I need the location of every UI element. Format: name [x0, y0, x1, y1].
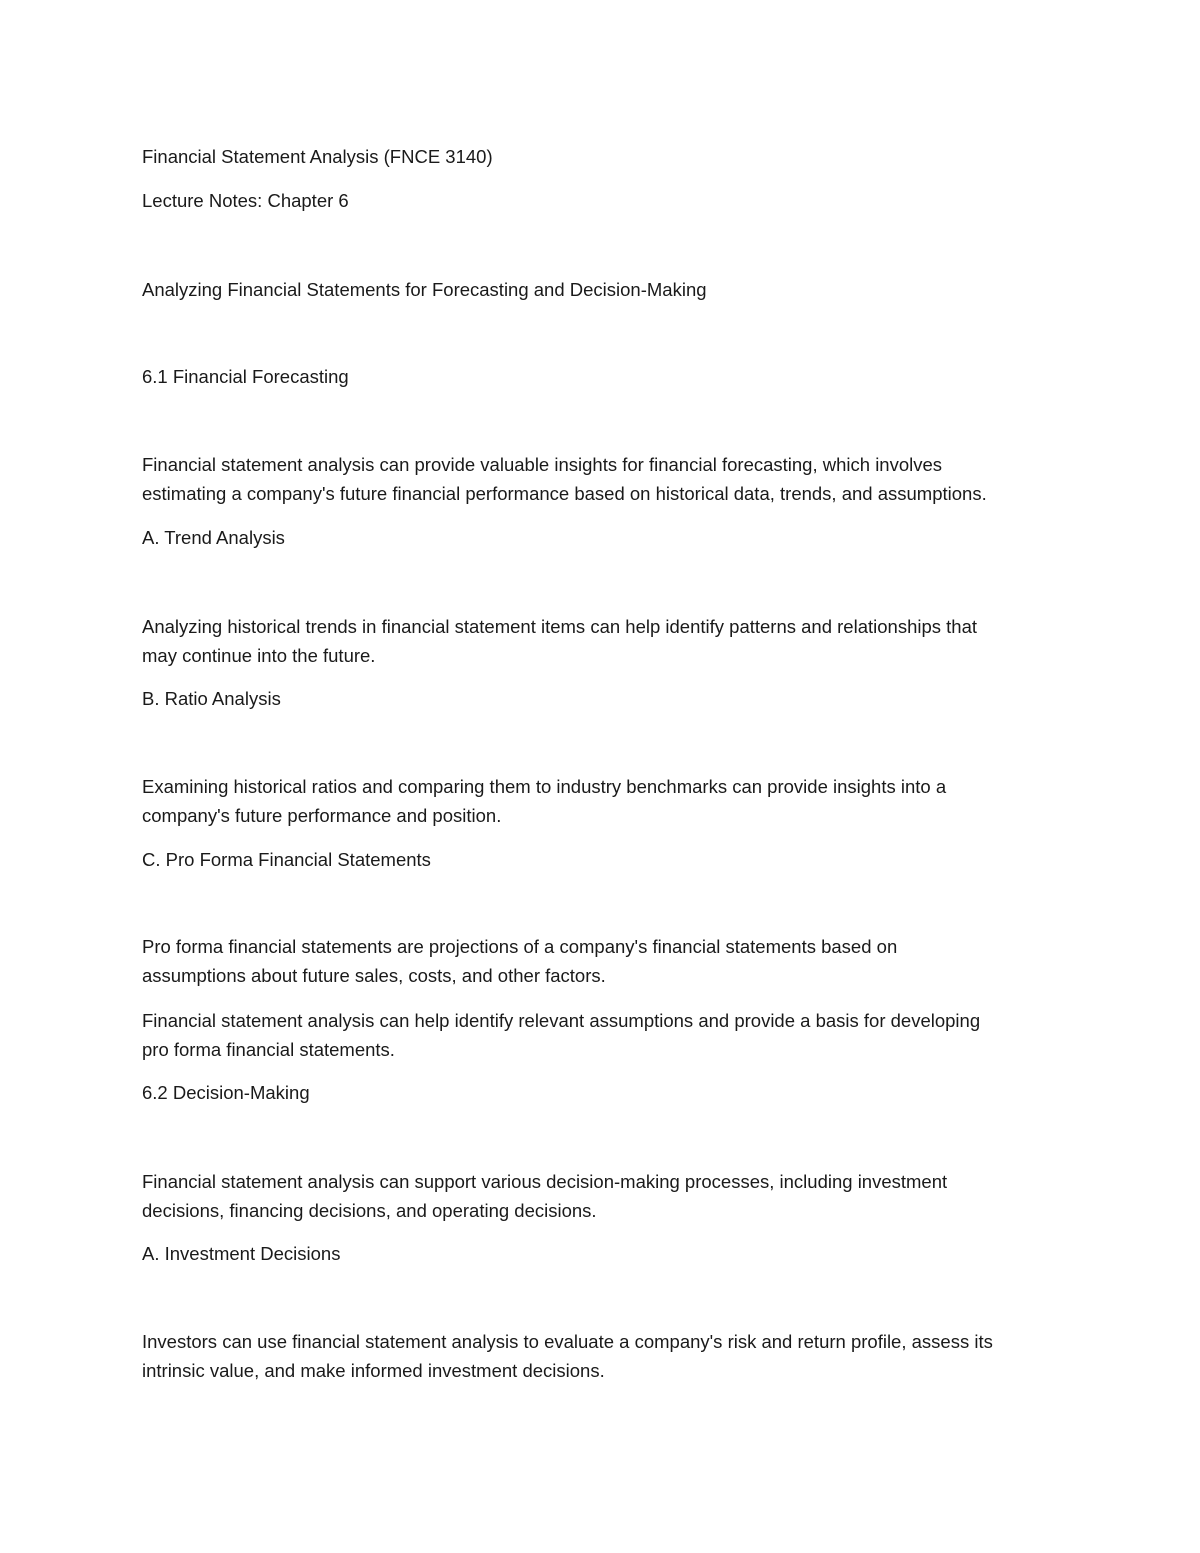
- paragraph-line: pro forma financial statements.: [142, 1039, 395, 1060]
- paragraph-line: decisions, financing decisions, and operating decisions.: [142, 1200, 597, 1221]
- paragraph-line: intrinsic value, and make informed investment decisions.: [142, 1360, 605, 1381]
- paragraph-line: estimating a company's future financial performance based on historical data, trends, and assumptions.: [142, 483, 987, 504]
- section-heading-6-1: 6.1 Financial Forecasting: [142, 366, 349, 387]
- chapter-title: Analyzing Financial Statements for Forecasting and Decision-Making: [142, 279, 707, 300]
- paragraph-line: may continue into the future.: [142, 645, 376, 666]
- paragraph-line: assumptions about future sales, costs, and other factors.: [142, 965, 606, 986]
- course-title: Financial Statement Analysis (FNCE 3140): [142, 146, 493, 167]
- paragraph-line: Pro forma financial statements are projections of a company's financial statements based on: [142, 936, 898, 957]
- paragraph-line: Analyzing historical trends in financial statement items can help identify patterns and relationships that: [142, 616, 978, 637]
- paragraph-line: Investors can use financial statement analysis to evaluate a company's risk and return profile, assess its: [142, 1331, 993, 1352]
- section-heading-6-2: 6.2 Decision-Making: [142, 1082, 310, 1103]
- subsection-heading-pro-forma: C. Pro Forma Financial Statements: [142, 849, 431, 870]
- paragraph-line: company's future performance and position.: [142, 805, 502, 826]
- paragraph-line: Financial statement analysis can provide valuable insights for financial forecasting, which involves: [142, 454, 943, 475]
- paragraph-line: Financial statement analysis can help identify relevant assumptions and provide a basis for developing: [142, 1010, 981, 1031]
- subsection-heading-investment-decisions: A. Investment Decisions: [142, 1243, 341, 1264]
- paragraph-line: Examining historical ratios and comparing them to industry benchmarks can provide insights into a: [142, 776, 947, 797]
- subsection-heading-ratio-analysis: B. Ratio Analysis: [142, 688, 281, 709]
- paragraph-line: Financial statement analysis can support various decision-making processes, including investment: [142, 1171, 948, 1192]
- subsection-heading-trend-analysis: A. Trend Analysis: [142, 527, 285, 548]
- lecture-label: Lecture Notes: Chapter 6: [142, 190, 349, 211]
